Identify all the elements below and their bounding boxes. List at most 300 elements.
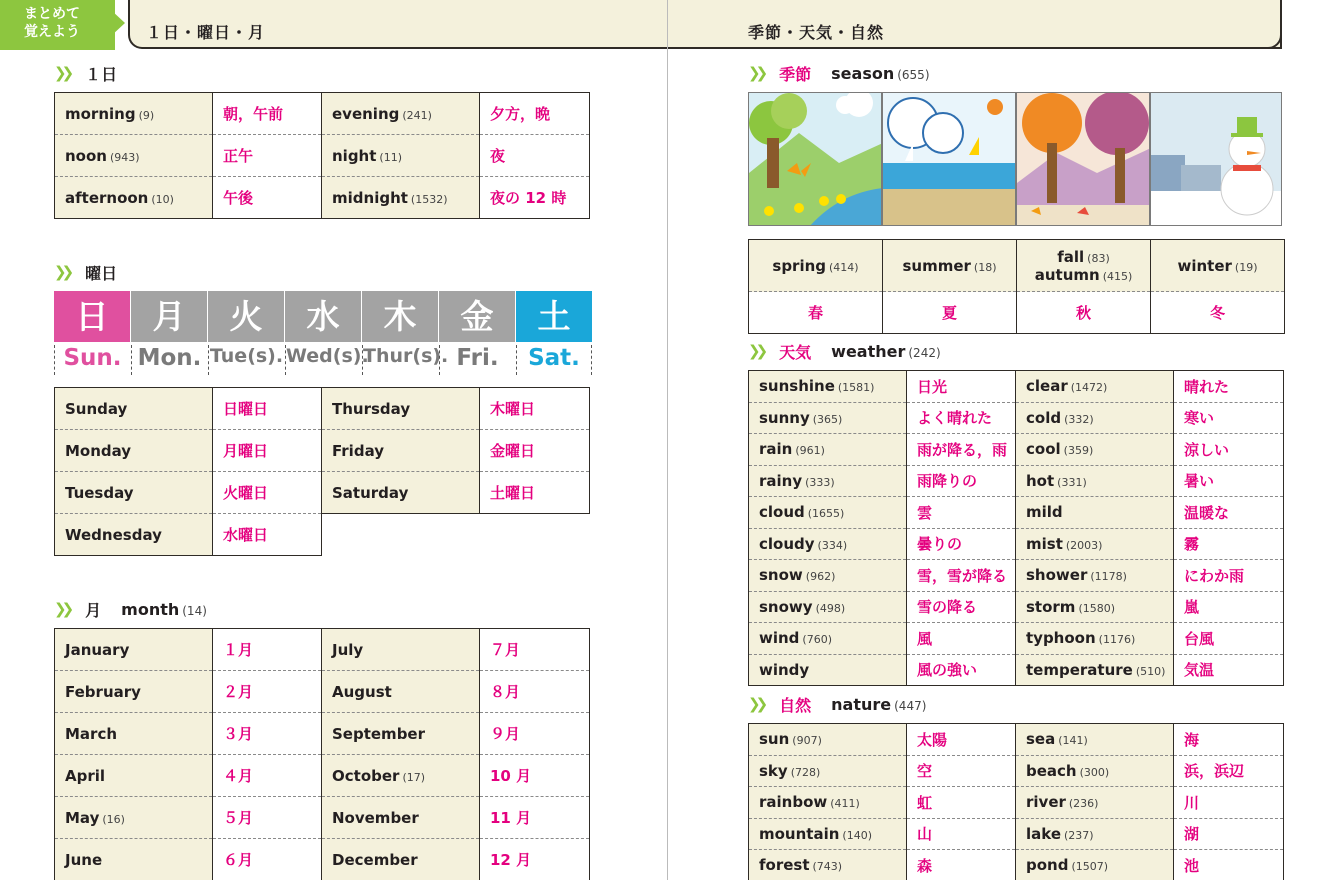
- term-text: clear: [1026, 377, 1068, 396]
- term-cell: [322, 93, 480, 135]
- term-text: February: [65, 682, 141, 701]
- term-cell: [55, 797, 213, 839]
- term-text: fall: [1057, 247, 1085, 266]
- translation-cell: [907, 654, 1016, 686]
- frequency-number: (943): [109, 150, 140, 164]
- table-row: [749, 465, 1284, 497]
- weekday-kanji-tile: 金: [439, 291, 515, 342]
- translation-cell: [480, 713, 590, 755]
- translation-cell: [1174, 850, 1284, 880]
- section-season: [748, 62, 930, 84]
- term-text: lake: [1026, 824, 1062, 843]
- term-cell: [1016, 654, 1174, 686]
- translation-cell: [213, 135, 322, 177]
- term-text: sky: [759, 761, 788, 780]
- translation-text: 嵐: [1184, 598, 1200, 617]
- term-text: storm: [1026, 597, 1076, 616]
- table-row: [749, 497, 1284, 529]
- summary-tab: [0, 0, 115, 50]
- translation-text: 風: [917, 629, 933, 648]
- frequency-number: (331): [1057, 475, 1087, 489]
- term-cell: [55, 177, 213, 219]
- term-cell: [749, 755, 907, 787]
- translation-text: 雨降りの: [917, 472, 978, 491]
- frequency-number: (1580): [1078, 601, 1116, 615]
- translation-text: 日光: [917, 377, 948, 396]
- frequency-number: (1178): [1090, 570, 1127, 584]
- term-text: sun: [759, 730, 790, 749]
- term-cell: [749, 402, 907, 434]
- season-table: [748, 239, 1285, 334]
- table-row: [749, 292, 1285, 334]
- nature-table: [748, 723, 1284, 880]
- translation-text: 12 月: [490, 851, 532, 869]
- translation-text: ３月: [223, 725, 254, 743]
- translation-cell: [213, 671, 322, 713]
- term-text: beach: [1026, 761, 1077, 780]
- term-cell: [1016, 497, 1174, 529]
- translation-cell: [480, 388, 590, 430]
- weekday-abbr: Sat.: [516, 345, 592, 375]
- day-table: [54, 92, 590, 219]
- translation-text: 水曜日: [223, 526, 269, 544]
- term-cell: [322, 839, 480, 880]
- term-cell: [55, 671, 213, 713]
- translation-text: 風の強い: [917, 661, 978, 680]
- translation-cell: [1174, 787, 1284, 819]
- term-cell: [55, 713, 213, 755]
- translation-text: 春: [807, 304, 823, 322]
- translation-cell: [1174, 654, 1284, 686]
- term-cell: [55, 93, 213, 135]
- table-row: [55, 713, 590, 755]
- translation-cell: [907, 724, 1016, 756]
- section-title: 月: [85, 600, 102, 620]
- term-text: Thursday: [332, 399, 411, 418]
- translation-text: 火曜日: [223, 484, 269, 502]
- season-term-cell: [749, 240, 883, 292]
- frequency-number: (241): [402, 108, 432, 122]
- term-text: December: [332, 850, 418, 869]
- table-row: [749, 240, 1285, 292]
- translation-text: 夏: [941, 304, 957, 322]
- translation-cell: [907, 371, 1016, 403]
- season-translation-cell: [883, 292, 1017, 334]
- translation-text: 10 月: [490, 767, 532, 785]
- term-cell: [55, 472, 213, 514]
- term-text: May: [65, 808, 100, 827]
- translation-text: 涼しい: [1184, 440, 1230, 459]
- spring-illustration: [748, 92, 882, 226]
- summer-illustration: [882, 92, 1016, 226]
- term-cell: [749, 818, 907, 850]
- term-text: March: [65, 724, 118, 743]
- translation-text: 雨が降る，雨: [917, 440, 1008, 459]
- chevron-right-icon: ❯❯: [748, 695, 764, 713]
- translation-text: 夕方，晩: [490, 105, 551, 123]
- term-line: [1017, 248, 1150, 266]
- table-row: [749, 818, 1284, 850]
- translation-cell: [907, 528, 1016, 560]
- term-cell: [1016, 850, 1174, 880]
- translation-cell: [213, 797, 322, 839]
- term-text: cold: [1026, 408, 1062, 427]
- chevron-right-icon: ❯❯: [54, 600, 70, 618]
- weather-table: [748, 370, 1284, 686]
- translation-text: 池: [1184, 856, 1200, 875]
- term-text: rain: [759, 440, 793, 459]
- translation-cell: [907, 465, 1016, 497]
- table-row: [55, 797, 590, 839]
- term-text: mild: [1026, 503, 1063, 522]
- frequency-number: (237): [1064, 828, 1094, 842]
- translation-cell: [480, 177, 590, 219]
- term-cell: [1016, 591, 1174, 623]
- translation-cell: [480, 755, 590, 797]
- translation-cell: [1174, 402, 1284, 434]
- translation-text: 台風: [1184, 629, 1215, 648]
- term-cell: [55, 629, 213, 671]
- frequency-number: (334): [817, 538, 848, 552]
- term-cell: [1016, 528, 1174, 560]
- term-text: typhoon: [1026, 629, 1096, 648]
- translation-text: ６月: [223, 851, 254, 869]
- section-weather: [748, 340, 941, 362]
- term-cell: [322, 629, 480, 671]
- frequency-number: (411): [830, 797, 860, 811]
- weekday-abbr: Mon.: [131, 345, 207, 375]
- term-cell: [55, 388, 213, 430]
- translation-cell: [1174, 591, 1284, 623]
- translation-cell: [480, 430, 590, 472]
- translation-text: 気温: [1184, 661, 1215, 680]
- translation-text: 虹: [917, 793, 933, 812]
- term-cell: [1016, 560, 1174, 592]
- translation-text: にわか雨: [1184, 566, 1245, 585]
- term-cell: [322, 388, 480, 430]
- frequency-number: (141): [1058, 734, 1088, 748]
- section-title-en: weather (242): [831, 341, 941, 361]
- translation-text: 山: [917, 825, 933, 844]
- translation-cell: [1174, 724, 1284, 756]
- term-text: autumn: [1034, 265, 1100, 284]
- weekday-abbr: Wed(s).: [285, 345, 361, 375]
- term-text: November: [332, 808, 419, 827]
- term-text: August: [332, 682, 392, 701]
- translation-cell: [213, 839, 322, 880]
- translation-text: 太陽: [917, 730, 948, 749]
- translation-text: よく晴れた: [917, 409, 993, 428]
- term-text: cloudy: [759, 534, 815, 553]
- term-cell: [322, 177, 480, 219]
- table-row: [55, 135, 590, 177]
- term-text: temperature: [1026, 660, 1133, 679]
- term-text: cool: [1026, 440, 1061, 459]
- chevron-right-icon: ❯❯: [54, 263, 70, 281]
- weekday-table: [54, 387, 590, 556]
- term-text: morning: [65, 104, 136, 123]
- weekday-abbr: Thur(s).: [362, 345, 438, 375]
- frequency-number: (760): [802, 633, 833, 647]
- term-text: hot: [1026, 471, 1055, 490]
- table-row: [749, 402, 1284, 434]
- translation-text: １月: [223, 641, 254, 659]
- frequency-number: (333): [805, 475, 835, 489]
- translation-cell: [213, 177, 322, 219]
- term-cell: [322, 135, 480, 177]
- translation-text: 午後: [223, 189, 254, 207]
- translation-text: 晴れた: [1184, 377, 1230, 396]
- term-cell: [749, 787, 907, 819]
- term-text: mountain: [759, 824, 840, 843]
- table-row: [55, 177, 590, 219]
- translation-cell: [907, 497, 1016, 529]
- translation-text: 冬: [1209, 304, 1225, 322]
- term-cell: [1016, 787, 1174, 819]
- season-translation-cell: [749, 292, 883, 334]
- term-text: mist: [1026, 534, 1063, 553]
- translation-cell: [907, 850, 1016, 880]
- translation-text: 寒い: [1184, 409, 1215, 428]
- translation-cell: [907, 591, 1016, 623]
- section-title: 季節: [779, 64, 812, 84]
- weekday-abbr: Fri.: [439, 345, 515, 375]
- table-row: [55, 755, 590, 797]
- term-text: noon: [65, 146, 107, 165]
- section-nature: [748, 693, 926, 715]
- term-text: Sunday: [65, 399, 128, 418]
- translation-cell: [480, 135, 590, 177]
- page-divider: [667, 0, 668, 880]
- weekday-kanji-tile: 日: [54, 291, 130, 342]
- frequency-number: (332): [1064, 412, 1094, 426]
- translation-cell: [907, 560, 1016, 592]
- translation-text: 11 月: [490, 809, 532, 827]
- section-month: [54, 598, 207, 620]
- translation-text: 夜の 12 時: [490, 189, 567, 207]
- term-cell: [749, 560, 907, 592]
- translation-cell: [480, 839, 590, 880]
- table-row: [55, 388, 590, 430]
- translation-cell: [1174, 465, 1284, 497]
- frequency-number: (359): [1063, 444, 1094, 458]
- term-cell: [1016, 818, 1174, 850]
- frequency-number: (9): [138, 108, 155, 122]
- translation-cell: [907, 402, 1016, 434]
- term-cell: [1016, 434, 1174, 466]
- translation-cell: [1174, 560, 1284, 592]
- term-cell: [1016, 755, 1174, 787]
- term-cell: [749, 497, 907, 529]
- section-title-en: nature (447): [831, 694, 927, 714]
- frequency-number: (907): [792, 734, 822, 748]
- table-row: [749, 654, 1284, 686]
- term-text: night: [332, 146, 377, 165]
- section-title: １日: [85, 64, 118, 84]
- weekday-kanji-tile: 月: [131, 291, 207, 342]
- translation-text: 暑い: [1184, 472, 1215, 491]
- translation-text: 海: [1184, 730, 1200, 749]
- translation-cell: [213, 713, 322, 755]
- translation-text: 金曜日: [490, 442, 536, 460]
- frequency-number: (961): [795, 444, 825, 458]
- translation-text: ２月: [223, 683, 254, 701]
- term-cell: [55, 755, 213, 797]
- translation-cell: [907, 434, 1016, 466]
- translation-cell: [1174, 818, 1284, 850]
- term-cell: [55, 430, 213, 472]
- section-title-en: season (655): [831, 63, 930, 83]
- table-row: [749, 623, 1284, 655]
- term-text: afternoon: [65, 188, 149, 207]
- season-translation-cell: [1151, 292, 1285, 334]
- translation-text: 雪の降る: [917, 598, 978, 617]
- translation-cell: [1174, 623, 1284, 655]
- term-text: rainbow: [759, 793, 828, 812]
- term-text: Monday: [65, 441, 132, 460]
- term-cell: [749, 623, 907, 655]
- translation-text: 空: [917, 762, 933, 781]
- frequency-number: (10): [151, 192, 174, 206]
- translation-text: ７月: [490, 641, 521, 659]
- frequency-number: (83): [1087, 251, 1110, 265]
- translation-cell: [1174, 371, 1284, 403]
- translation-text: 曇りの: [917, 535, 963, 554]
- translation-text: 温暖な: [1184, 503, 1230, 522]
- weekday-abbr: Sun.: [54, 345, 130, 375]
- section-title: 天気: [779, 342, 812, 362]
- term-text: windy: [759, 660, 810, 679]
- table-row: [749, 850, 1284, 880]
- term-text: September: [332, 724, 425, 743]
- translation-cell: [213, 430, 322, 472]
- term-cell: [749, 724, 907, 756]
- translation-text: ４月: [223, 767, 254, 785]
- chevron-right-icon: ❯❯: [54, 64, 70, 82]
- translation-text: 秋: [1075, 304, 1091, 322]
- translation-text: 月曜日: [223, 442, 269, 460]
- table-row: [749, 787, 1284, 819]
- table-row: [749, 434, 1284, 466]
- term-cell: [749, 850, 907, 880]
- weekday-kanji-tile: 木: [362, 291, 438, 342]
- term-text: evening: [332, 104, 400, 123]
- term-cell: [1016, 371, 1174, 403]
- weekday-kanji-tile: 水: [285, 291, 361, 342]
- translation-cell: [480, 629, 590, 671]
- term-text: January: [65, 640, 130, 659]
- frequency-number: (140): [842, 828, 872, 842]
- frequency-number: (300): [1079, 765, 1110, 779]
- translation-cell: [480, 472, 590, 514]
- frequency-number: (962): [805, 570, 836, 584]
- frequency-number: (1581): [837, 381, 875, 395]
- term-text: cloud: [759, 503, 805, 522]
- frequency-number: (365): [812, 412, 843, 426]
- term-cell: [749, 654, 907, 686]
- translation-cell: [907, 787, 1016, 819]
- term-text: June: [65, 850, 103, 869]
- chevron-right-icon: ❯❯: [748, 64, 764, 82]
- frequency-number: (414): [829, 260, 859, 274]
- term-cell: [55, 839, 213, 880]
- season-term-cell: [883, 240, 1017, 292]
- section-title: 曜日: [85, 263, 118, 283]
- weekday-kanji-tile: 火: [208, 291, 284, 342]
- table-row: [55, 93, 590, 135]
- translation-cell: [213, 514, 322, 556]
- translation-text: ９月: [490, 725, 521, 743]
- right-page-title: 季節・天気・自然: [748, 23, 885, 42]
- term-cell: [55, 135, 213, 177]
- translation-cell: [1174, 755, 1284, 787]
- term-cell: [322, 713, 480, 755]
- term-text: Friday: [332, 441, 385, 460]
- frequency-number: (1472): [1070, 381, 1108, 395]
- translation-cell: [213, 93, 322, 135]
- translation-cell: [907, 623, 1016, 655]
- term-text: winter: [1177, 256, 1232, 275]
- term-cell: [322, 472, 480, 514]
- term-text: sunshine: [759, 377, 835, 396]
- term-text: shower: [1026, 566, 1088, 585]
- term-text: sea: [1026, 730, 1056, 749]
- translation-cell: [907, 755, 1016, 787]
- translation-text: 霧: [1184, 535, 1200, 554]
- term-line: [1017, 266, 1150, 284]
- frequency-number: (1507): [1071, 860, 1109, 874]
- term-text: April: [65, 766, 106, 785]
- frequency-number: (1655): [807, 507, 845, 521]
- frequency-number: (728): [790, 765, 821, 779]
- frequency-number: (415): [1102, 269, 1133, 283]
- table-row: [749, 755, 1284, 787]
- translation-cell: [213, 755, 322, 797]
- frequency-number: (743): [812, 860, 843, 874]
- term-text: summer: [902, 256, 971, 275]
- frequency-number: (19): [1234, 260, 1258, 274]
- frequency-number: (18): [973, 260, 997, 274]
- table-row: [749, 591, 1284, 623]
- translation-cell: [907, 818, 1016, 850]
- term-text: pond: [1026, 856, 1069, 875]
- translation-cell: [1174, 434, 1284, 466]
- translation-cell: [480, 671, 590, 713]
- translation-text: 朝，午前: [223, 105, 284, 123]
- translation-text: 木曜日: [490, 400, 536, 418]
- term-cell: [1016, 724, 1174, 756]
- table-row: [749, 724, 1284, 756]
- frequency-number: (1532): [410, 192, 448, 206]
- table-row: [55, 839, 590, 880]
- translation-text: 湖: [1184, 825, 1200, 844]
- frequency-number: (16): [102, 812, 125, 826]
- tab-line-1: まとめて: [24, 6, 80, 22]
- frequency-number: (11): [379, 150, 403, 164]
- section-title-en: month (14): [121, 599, 207, 619]
- tab-line-2: 覚えよう: [24, 24, 80, 40]
- section-weekday: [54, 261, 117, 283]
- term-cell: [749, 371, 907, 403]
- translation-text: 正午: [223, 147, 254, 165]
- table-row: [749, 560, 1284, 592]
- frequency-number: (17): [402, 770, 426, 784]
- frequency-number: (2003): [1065, 538, 1103, 552]
- translation-text: 夜: [490, 147, 506, 165]
- translation-cell: [213, 388, 322, 430]
- translation-text: 川: [1184, 793, 1200, 812]
- frequency-number: (510): [1135, 664, 1166, 678]
